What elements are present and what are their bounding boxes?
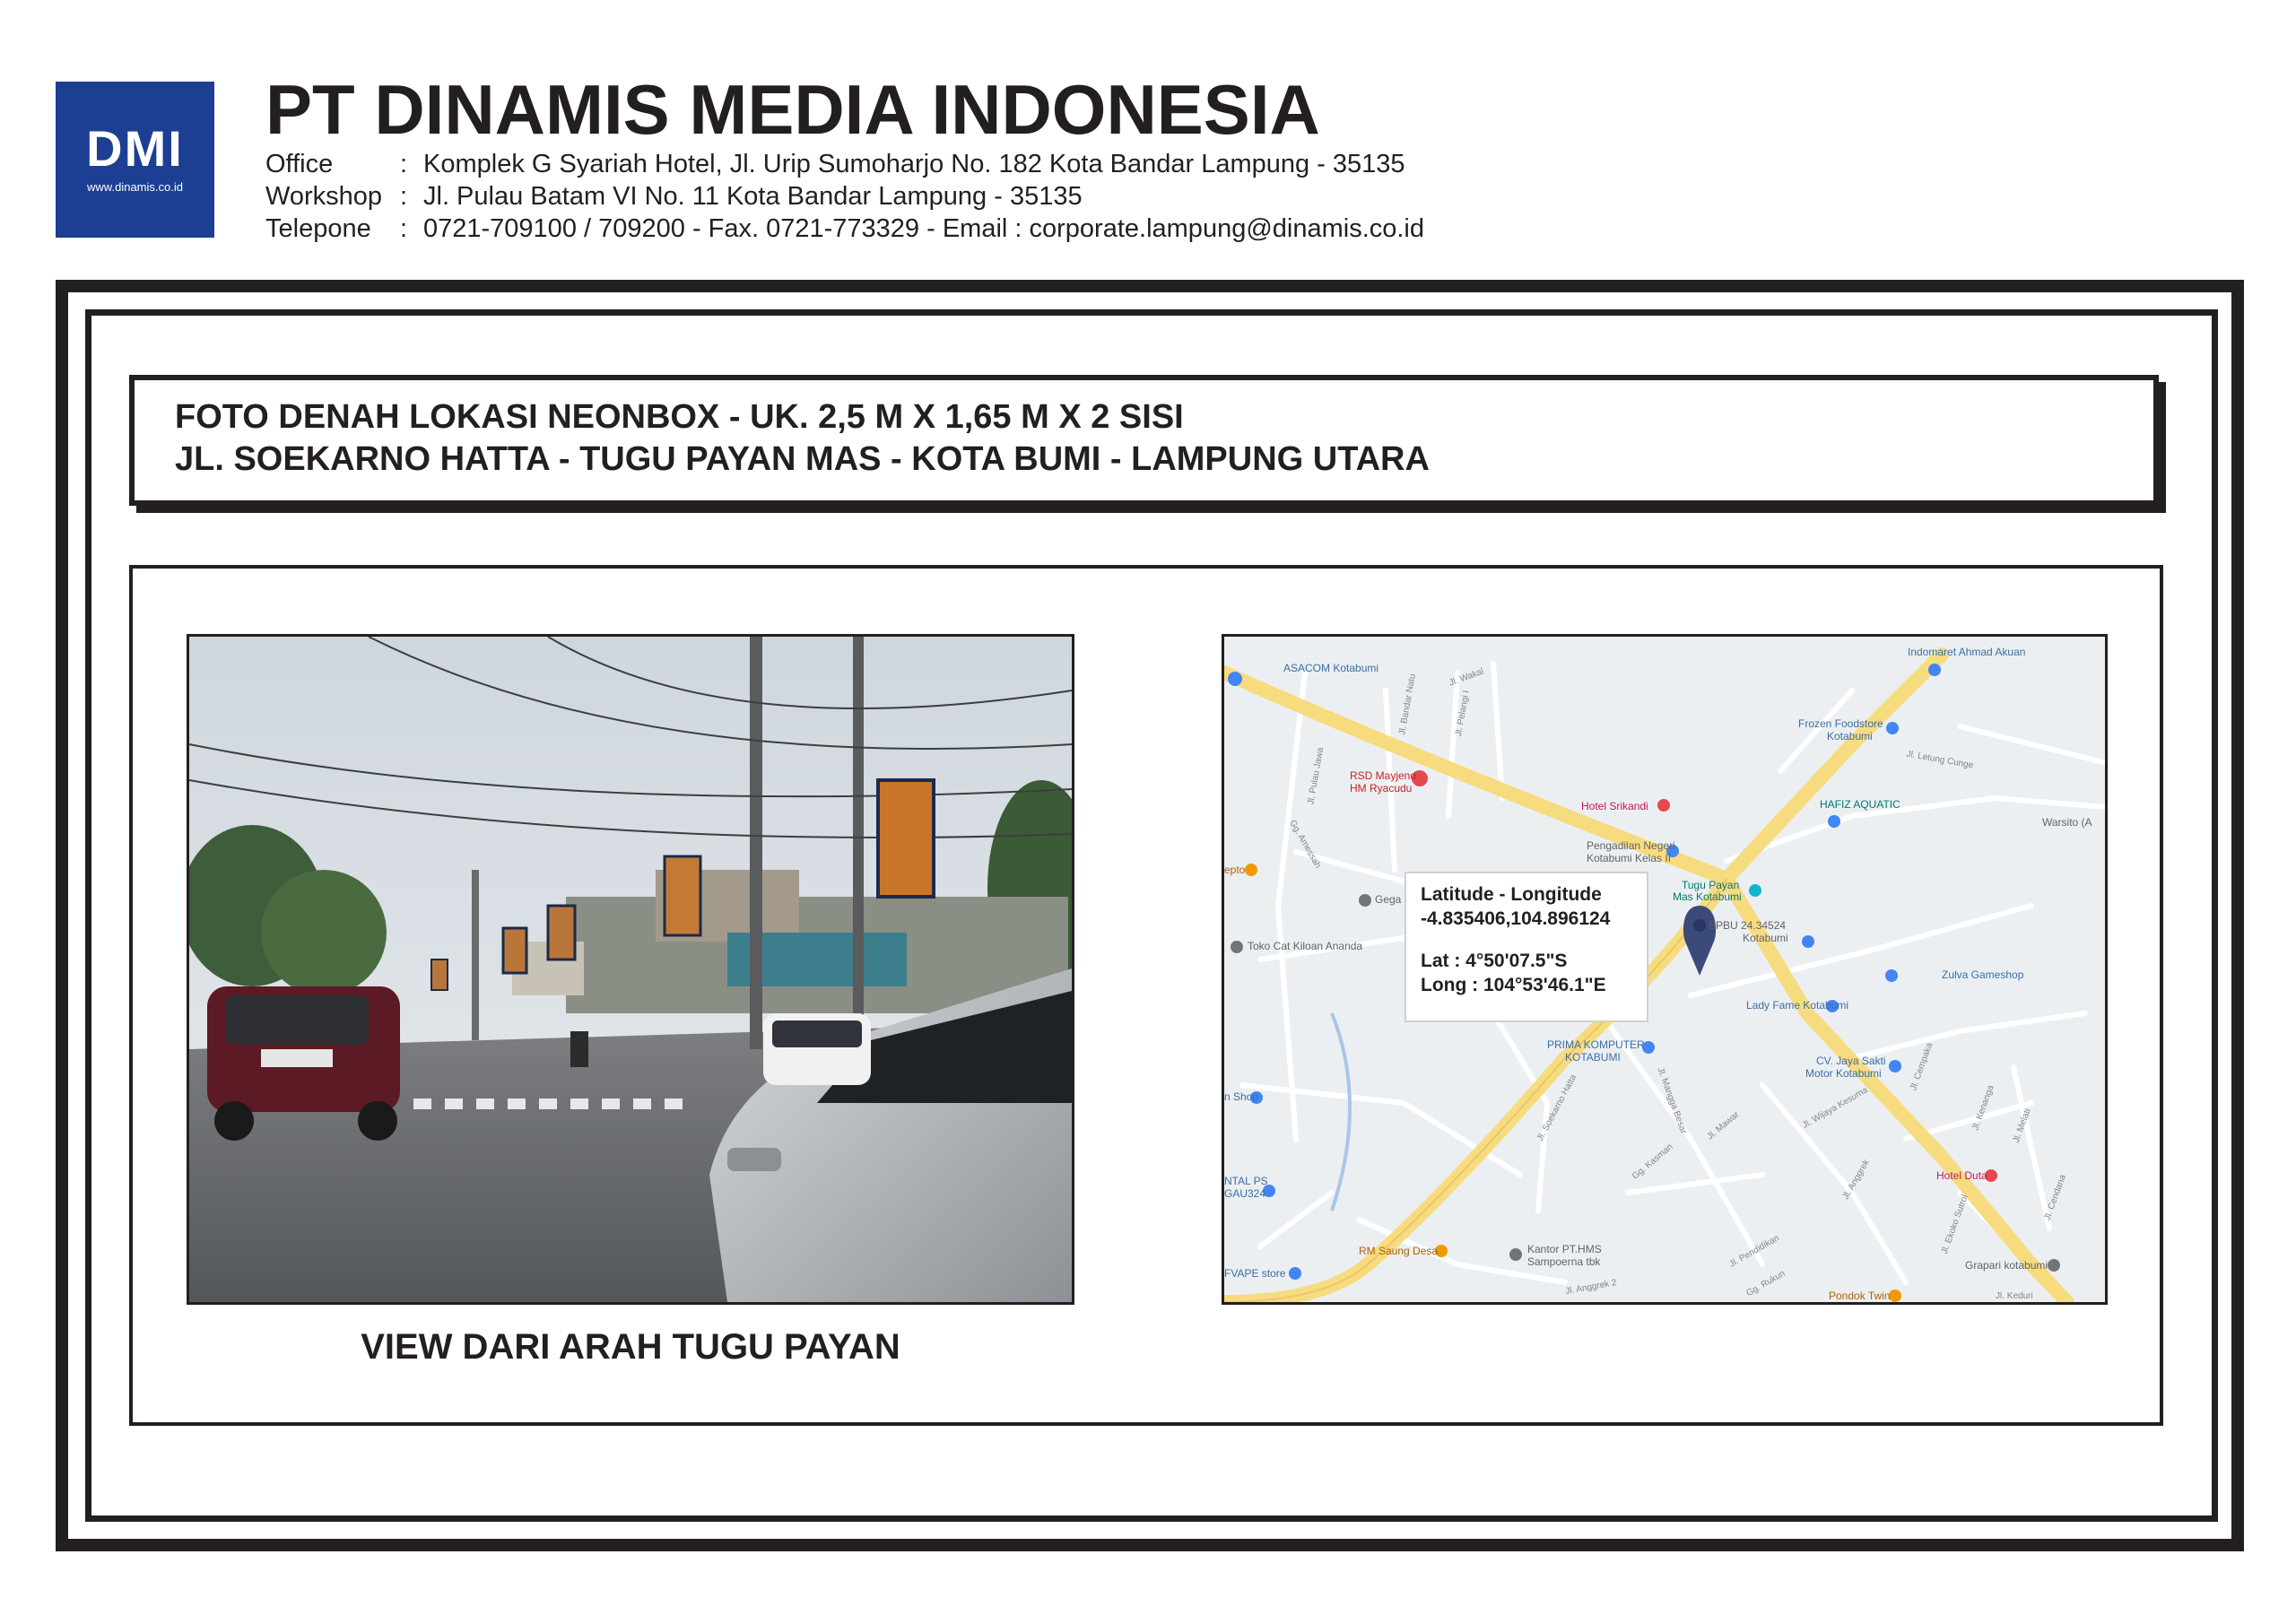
poi-prima: PRIMA KOMPUTER: [1547, 1038, 1645, 1051]
contact-value: Komplek G Syariah Hotel, Jl. Urip Sumoharjo No. 182 Kota Bandar Lampung - 35135: [423, 150, 1405, 178]
road-wakal: Jl. Wakal: [1448, 666, 1485, 689]
contact-separator: :: [400, 214, 408, 243]
callout-heading: Latitude - Longitude: [1421, 884, 1602, 905]
poi-spbu: SPBU 24.34524: [1709, 919, 1787, 932]
contact-row-telepone: [265, 213, 1424, 245]
poi-ps-2: GAU324: [1224, 1187, 1266, 1200]
road-ekoko: Jl. Ekoko Sutrol: [1939, 1193, 1970, 1256]
poi-vape: FVAPE store: [1224, 1267, 1286, 1280]
callout-long: Long : 104°53'46.1"E: [1421, 975, 1606, 995]
contact-label: Office: [265, 150, 334, 178]
logo-text: DMI: [86, 120, 184, 177]
poi-indomaret: Indomaret Ahmad Akuan: [1908, 646, 2026, 658]
road-anggrek: Jl. Anggrek: [1840, 1158, 1872, 1202]
poi-tugu-2: Mas Kotabumi: [1673, 890, 1742, 903]
poi-zulva: Zulva Gameshop: [1942, 968, 2024, 981]
company-name: PT DINAMIS MEDIA INDONESIA: [265, 70, 1320, 149]
title-line-2: JL. SOEKARNO HATTA - TUGU PAYAN MAS - KOTA BUMI - LAMPUNG UTARA: [175, 440, 1430, 478]
contact-value: 0721-709100 / 709200 - Fax. 0721-773329 - Email : corporate.lampung@dinamis.co.id: [423, 214, 1425, 243]
poi-frozen: Frozen Foodstore: [1798, 717, 1883, 730]
poi-pengadilan: Pengadilan Negeri: [1587, 839, 1675, 852]
poi-cvjaya-2: Motor Kotabumi: [1805, 1067, 1882, 1080]
road-rukun: Gg. Rukun: [1744, 1268, 1787, 1299]
road-pendidikan: Jl. Pendidikan: [1727, 1233, 1781, 1270]
poi-prima-2: KOTABUMI: [1565, 1051, 1621, 1064]
poi-epto: epto: [1224, 864, 1246, 876]
road-mawar: Jl. Mawar: [1705, 1109, 1742, 1142]
poi-rsd-2: HM Ryacudu: [1350, 782, 1413, 795]
poi-pengadilan-2: Kotabumi Kelas II: [1587, 852, 1672, 864]
poi-grapari: Grapari kotabumi: [1965, 1259, 2048, 1272]
coordinates-callout: [1405, 872, 1648, 1022]
contact-row-workshop: [265, 180, 1424, 213]
contact-label: Workshop: [265, 182, 383, 211]
poi-pondok: Pondok Twin: [1829, 1290, 1891, 1302]
contact-separator: :: [400, 182, 408, 211]
poi-ps: NTAL PS: [1224, 1175, 1268, 1187]
poi-toko: Toko Cat Kiloan Ananda: [1248, 940, 1363, 952]
road-letung: Jl. Letung Cunge: [1905, 749, 1975, 771]
poi-asacom: ASACOM Kotabumi: [1283, 662, 1379, 674]
road-mangga: Jl. Mangga Besar: [1655, 1066, 1689, 1135]
poi-gega: Gega: [1375, 893, 1402, 906]
poi-warsito: Warsito (A: [2042, 816, 2092, 829]
road-pulau: Jl. Pulau Jawa: [1306, 746, 1326, 806]
road-melati: Jl. Melati: [2011, 1107, 2033, 1144]
contact-separator: :: [400, 150, 408, 178]
poi-hafiz: HAFIZ AQUATIC: [1820, 798, 1900, 811]
location-map: [1222, 634, 2108, 1305]
location-photo: [187, 634, 1074, 1305]
road-pelangi: Jl. Pelangi I: [1453, 690, 1472, 737]
company-logo: [56, 82, 214, 238]
poi-shop: n Shop: [1224, 1090, 1259, 1103]
contact-label: Telepone: [265, 214, 371, 243]
poi-spbu-2: Kotabumi: [1743, 932, 1788, 944]
road-wijaya: Jl. Wijaya Kesuma: [1800, 1085, 1870, 1131]
road-anggrek2: Jl. Anggrek 2: [1564, 1278, 1618, 1297]
callout-coords: -4.835406,104.896124: [1421, 908, 1611, 929]
road-cempaka: Jl. Cempaka: [1909, 1041, 1935, 1092]
callout-lat: Lat : 4°50'07.5"S: [1421, 951, 1568, 971]
road-bandar: Jl. Bandar Natu: [1397, 673, 1418, 736]
road-amessah: Gg. Amessah: [1287, 818, 1323, 871]
poi-ladyfame: Lady Fame Kotabumi: [1746, 999, 1849, 1012]
title-line-1: FOTO DENAH LOKASI NEONBOX - UK. 2,5 M X 1,65 M X 2 SISI: [175, 398, 1184, 436]
road-kenanga: Jl. Kenanga: [1970, 1083, 1996, 1133]
photo-caption: VIEW DARI ARAH TUGU PAYAN: [361, 1327, 900, 1367]
poi-kantor: Kantor PT.HMS: [1527, 1243, 1602, 1255]
poi-srikandi: Hotel Srikandi: [1581, 800, 1648, 812]
poi-frozen-2: Kotabumi: [1827, 730, 1873, 743]
poi-cvjaya: CV. Jaya Sakti: [1816, 1055, 1886, 1067]
poi-hoteldutta: Hotel Duta: [1936, 1169, 1987, 1182]
road-soekarno: Jl. Soekarno Hatta: [1535, 1073, 1579, 1143]
poi-saung: RM Saung Desa: [1359, 1245, 1439, 1257]
contact-block: [265, 148, 1424, 245]
street-photo-illustration: [189, 637, 1072, 1302]
road-keduri: Jl. Keduri: [1996, 1291, 2033, 1301]
logo-url: www.dinamis.co.id: [87, 180, 183, 194]
road-kasman: Gg. Kasman: [1630, 1142, 1675, 1182]
poi-kantor-2: Sampoerna tbk: [1527, 1255, 1601, 1268]
contact-value: Jl. Pulau Batam VI No. 11 Kota Bandar Lampung - 35135: [423, 182, 1083, 211]
poi-tugu: Tugu Payan: [1682, 879, 1740, 891]
poi-rsd: RSD Mayjend: [1350, 769, 1417, 782]
contact-row-office: [265, 148, 1424, 180]
road-cendana: Jl. Cendana: [2042, 1173, 2068, 1222]
